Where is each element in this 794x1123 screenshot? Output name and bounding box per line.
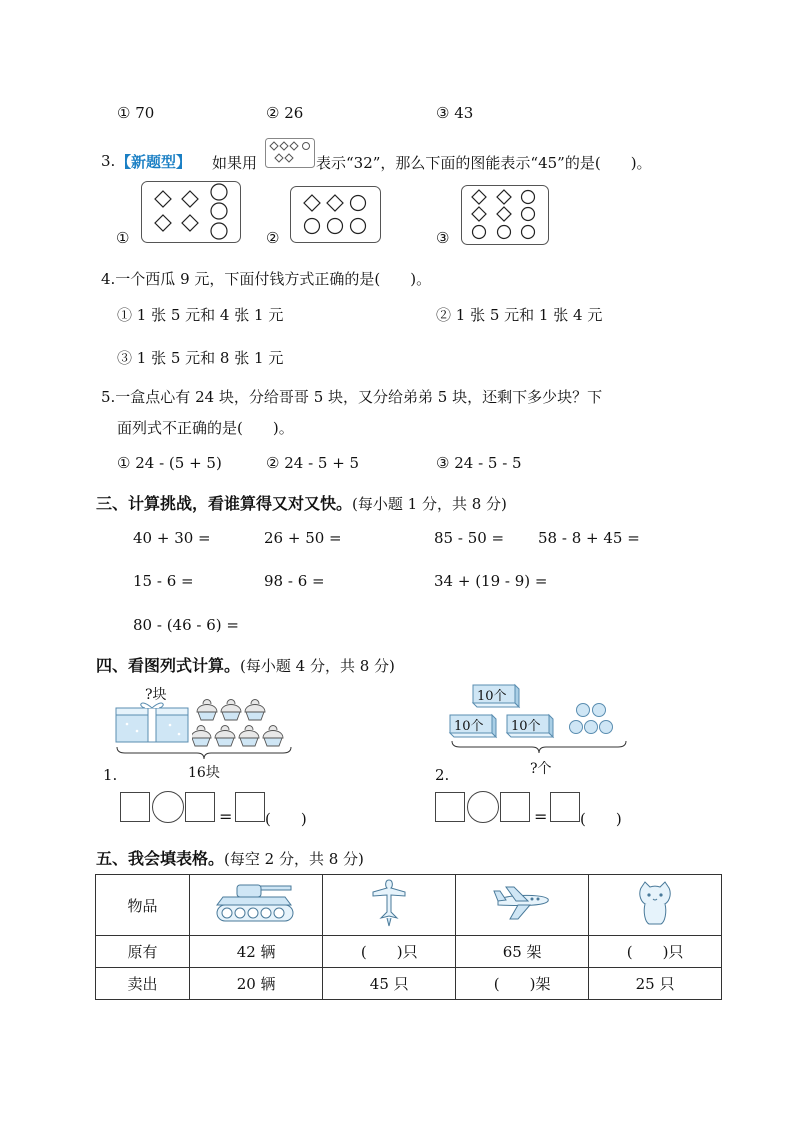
- p1-operator-circle[interactable]: [152, 791, 184, 823]
- q4-option-3: ③ 1 张 5 元和 8 张 1 元: [117, 349, 284, 367]
- q3-text-b: 表示“32”，那么下面的图能表示“45”的是( )。: [316, 154, 652, 172]
- kite-plane-icon: [369, 878, 409, 928]
- calc-item: 40 + 30 =: [133, 529, 211, 547]
- q5-line2: 面列式不正确的是( )。: [117, 419, 294, 437]
- option3-card-icon: [461, 185, 549, 245]
- table-cell-blank[interactable]: ( )架: [456, 968, 589, 1000]
- airplane-cell: [456, 875, 589, 936]
- p2-operator-circle[interactable]: [467, 791, 499, 823]
- p2-answer-box[interactable]: [500, 792, 530, 822]
- calc-item: 98 - 6 =: [264, 572, 325, 590]
- option2-card-icon: [290, 186, 381, 243]
- calc-item: 85 - 50 =: [434, 529, 505, 547]
- sample-card-icon: [265, 138, 315, 168]
- q3-label-2: ②: [266, 229, 280, 247]
- table-row: [96, 936, 722, 968]
- table-cell: 20 辆: [189, 968, 322, 1000]
- p2-bottom-label: ?个: [530, 761, 552, 777]
- section5-title: 五、我会填表格。: [96, 849, 225, 868]
- p2-number: 2.: [435, 766, 450, 784]
- p1-answer-box[interactable]: [185, 792, 215, 822]
- q2-option-3: ③ 43: [436, 104, 474, 122]
- p1-top-label: ?块: [145, 687, 167, 703]
- table-row: [96, 875, 722, 936]
- q3-label-3: ③: [436, 229, 450, 247]
- table-cell: 42 辆: [189, 936, 322, 968]
- p1-bottom-label: 16块: [188, 765, 220, 781]
- q5-line1: 5.一盒点心有 24 块，分给哥哥 5 块，又分给弟弟 5 块，还剩下多少块？下: [101, 388, 603, 406]
- gift-box-icon: [115, 698, 190, 744]
- q4-option-1: ① 1 张 5 元和 4 张 1 元: [117, 306, 284, 324]
- brace-icon: [450, 740, 628, 754]
- row-label: 卖出: [96, 968, 190, 1000]
- table-row: [96, 968, 722, 1000]
- section4-note: (每小题 4 分，共 8 分): [240, 657, 395, 675]
- calc-item: 26 + 50 =: [264, 529, 342, 547]
- p2-answer-box[interactable]: [550, 792, 580, 822]
- p1-answer-box[interactable]: [235, 792, 265, 822]
- table-cell-blank[interactable]: ( )只: [323, 936, 456, 968]
- bundle-label: 10个: [477, 689, 507, 704]
- table-cell: 45 只: [323, 968, 456, 1000]
- cat-icon: [635, 880, 675, 926]
- q3-label-1: ①: [116, 229, 130, 247]
- q2-option-1: ① 70: [117, 104, 155, 122]
- header-cell: 物品: [96, 875, 190, 936]
- p2-answer-box[interactable]: [435, 792, 465, 822]
- section5-heading: [96, 846, 364, 869]
- option1-card-icon: [141, 181, 241, 243]
- q3-text-a: 如果用: [212, 154, 258, 172]
- table-cell: 65 架: [456, 936, 589, 968]
- cupcakes-icon: [192, 694, 292, 748]
- inventory-table: [95, 874, 722, 1000]
- tank-icon: [213, 881, 299, 925]
- row-label: 原有: [96, 936, 190, 968]
- q3-number: 3.: [101, 152, 116, 170]
- single-balls-icon: [568, 702, 614, 736]
- cat-cell: [589, 875, 722, 936]
- airplane-icon: [492, 881, 552, 925]
- q4-text: 4.一个西瓜 9 元，下面付钱方式正确的是( )。: [101, 270, 432, 288]
- section3-title: 三、计算挑战，看谁算得又对又快。: [96, 494, 353, 513]
- section3-note: (每小题 1 分，共 8 分): [352, 495, 507, 513]
- q5-option-2: ② 24 - 5 + 5: [266, 454, 360, 472]
- calc-item: 15 - 6 =: [133, 572, 194, 590]
- p2-unit-paren[interactable]: ( ): [580, 810, 622, 828]
- q5-option-1: ① 24 - (5 + 5): [117, 454, 222, 472]
- section4-heading: [96, 653, 395, 676]
- p1-equals: =: [219, 807, 233, 826]
- table-cell: 25 只: [589, 968, 722, 1000]
- calc-item: 80 - (46 - 6) =: [133, 616, 239, 634]
- section5-note: (每空 2 分，共 8 分): [224, 850, 364, 868]
- p1-answer-box[interactable]: [120, 792, 150, 822]
- p2-equals: =: [534, 807, 548, 826]
- q4-option-2: ② 1 张 5 元和 1 张 4 元: [436, 306, 603, 324]
- section3-heading: [96, 491, 507, 514]
- p1-unit-paren[interactable]: ( ): [265, 810, 307, 828]
- calc-item: 34 + (19 - 9) =: [434, 572, 548, 590]
- q5-option-3: ③ 24 - 5 - 5: [436, 454, 522, 472]
- q2-option-2: ② 26: [266, 104, 304, 122]
- calc-item: 58 - 8 + 45 =: [538, 529, 640, 547]
- bundle-label: 10个: [511, 719, 541, 734]
- plane-toy-cell: [323, 875, 456, 936]
- tank-cell: [189, 875, 322, 936]
- bundle-label: 10个: [454, 719, 484, 734]
- brace-icon: [115, 746, 293, 760]
- section4-title: 四、看图列式计算。: [96, 656, 241, 675]
- table-cell-blank[interactable]: ( )只: [589, 936, 722, 968]
- p1-number: 1.: [103, 766, 118, 784]
- q3-tag: 【新题型】: [116, 153, 192, 171]
